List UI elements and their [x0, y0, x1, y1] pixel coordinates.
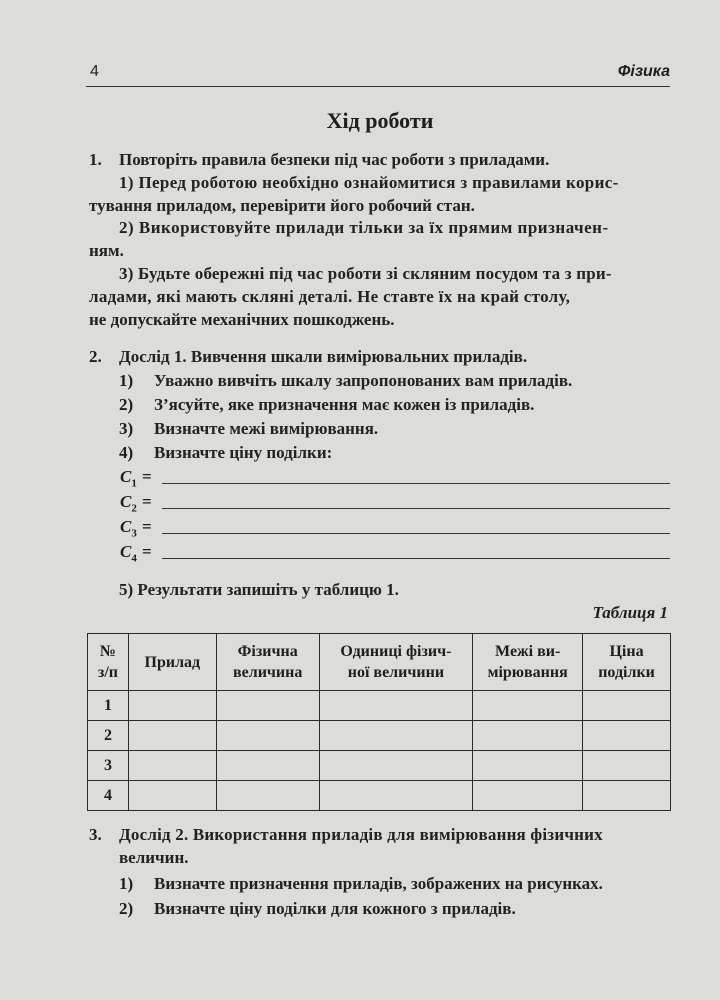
- step-text: Уважно вивчіть шкалу запропонованих вам приладів.: [154, 371, 573, 390]
- section-3-heading-line-2: величин.: [119, 848, 189, 867]
- table-cell[interactable]: [128, 721, 216, 751]
- equals-sign: =: [142, 467, 152, 486]
- table-row: [88, 691, 671, 721]
- table-cell[interactable]: [473, 751, 583, 781]
- header-division-value: Ціна поділки: [583, 634, 671, 691]
- table-cell[interactable]: [583, 751, 671, 781]
- table-cell[interactable]: [128, 691, 216, 721]
- section-2-number: 2.: [89, 347, 102, 366]
- table-row: [88, 751, 671, 781]
- table-header-row: [88, 634, 671, 691]
- rule-3-line-3: не допускайте механічних пошкоджень.: [89, 310, 395, 329]
- rule-3-line-2: ладами, які мають скляні деталі. Не ставте їх на край столу,: [89, 287, 571, 306]
- table-cell[interactable]: [319, 781, 473, 811]
- table-cell[interactable]: [473, 691, 583, 721]
- c4-label: $C_4$: [120, 542, 137, 565]
- table-cell[interactable]: [473, 781, 583, 811]
- rule-3-line-1: 3) Будьте обережні під час роботи зі скляним посудом та з при-: [119, 264, 612, 283]
- section-3-heading-line-1: Дослід 2. Використання приладів для вимірювання фізичних: [119, 825, 603, 844]
- rule-1-line-2: тування приладом, перевірити його робочий стан.: [89, 196, 475, 215]
- table-row: [88, 781, 671, 811]
- section-3-number: 3.: [89, 825, 102, 844]
- equals-sign: =: [142, 517, 152, 536]
- step-5-text: 5) Результати запишіть у таблицю 1.: [119, 580, 399, 599]
- table-cell[interactable]: [216, 781, 319, 811]
- page-header: [86, 62, 670, 87]
- row-number: 1: [88, 691, 129, 721]
- answer-line-c4[interactable]: [162, 558, 670, 559]
- answer-line-c1[interactable]: [162, 483, 670, 484]
- header-units: Одиниці фізич- ної величини: [319, 634, 473, 691]
- table-cell[interactable]: [583, 781, 671, 811]
- rule-1-line-1: 1) Перед роботою необхідно ознайомитися з правилами корис-: [119, 173, 619, 192]
- table-caption: Таблиця 1: [592, 603, 668, 622]
- step-number: 2): [119, 899, 134, 918]
- equals-sign: =: [142, 492, 152, 511]
- answer-line-c3[interactable]: [162, 533, 670, 534]
- table-cell[interactable]: [216, 721, 319, 751]
- table-cell[interactable]: [473, 721, 583, 751]
- step-number: 3): [119, 419, 134, 438]
- table-row: [88, 721, 671, 751]
- step-number: 2): [119, 395, 134, 414]
- table-cell[interactable]: [319, 691, 473, 721]
- step-number: 4): [119, 443, 134, 462]
- page-number: 4: [90, 63, 99, 80]
- subject-title: Фізика: [617, 63, 670, 80]
- step-text: Визначте ціну поділки для кожного з приладів.: [154, 899, 516, 918]
- rule-2-line-1: 2) Використовуйте прилади тільки за їх прямим призначен-: [119, 218, 609, 237]
- table-cell[interactable]: [216, 691, 319, 721]
- table-cell[interactable]: [128, 751, 216, 781]
- row-number: 4: [88, 781, 129, 811]
- section-2-heading: Дослід 1. Вивчення шкали вимірювальних приладів.: [119, 347, 528, 366]
- table-cell[interactable]: [583, 721, 671, 751]
- step-text: З’ясуйте, яке призначення має кожен із приладів.: [154, 395, 535, 414]
- row-number: 2: [88, 721, 129, 751]
- section-1-number: 1.: [89, 150, 102, 169]
- header-number: № з/п: [88, 634, 129, 691]
- c3-label: $C_3$: [120, 517, 137, 540]
- header-range: Межі ви- мірювання: [473, 634, 583, 691]
- step-text: Визначте призначення приладів, зображених на рисунках.: [154, 874, 603, 893]
- page-title: Хід роботи: [326, 108, 434, 133]
- table-cell[interactable]: [216, 751, 319, 781]
- section-1-intro: Повторіть правила безпеки під час роботи з приладами.: [119, 150, 550, 169]
- c1-label: $C_1$: [120, 467, 137, 490]
- results-table: [87, 633, 671, 811]
- step-text: Визначте межі вимірювання.: [154, 419, 379, 438]
- step-text: Визначте ціну поділки:: [154, 443, 333, 462]
- row-number: 3: [88, 751, 129, 781]
- equals-sign: =: [142, 542, 152, 561]
- step-number: 1): [119, 371, 134, 390]
- rule-2-line-2: ням.: [89, 241, 124, 260]
- table-cell[interactable]: [319, 721, 473, 751]
- answer-line-c2[interactable]: [162, 508, 670, 509]
- c2-label: $C_2$: [120, 492, 137, 515]
- header-device: Прилад: [128, 634, 216, 691]
- table-cell[interactable]: [319, 751, 473, 781]
- header-quantity: Фізична величина: [216, 634, 319, 691]
- table-cell[interactable]: [128, 781, 216, 811]
- table-cell[interactable]: [583, 691, 671, 721]
- step-number: 1): [119, 874, 134, 893]
